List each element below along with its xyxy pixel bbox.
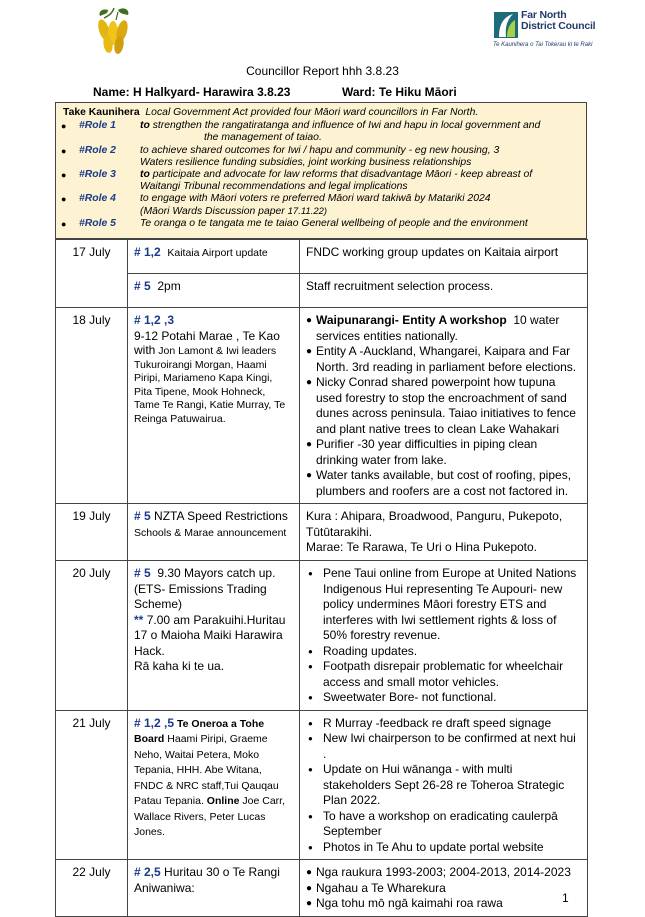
list-item: ● To have a workshop on eradicating caulerpā September [306,809,581,840]
bullet-icon: ● [61,194,67,205]
role-item [63,193,580,217]
online-label: Online [206,795,240,807]
list-item: ● Photos in Te Ahu to update portal website [306,840,581,856]
notes-cell [300,308,588,504]
role-text: strengthen the rangatiratanga and influence of Iwi and hapu in local government and [152,120,541,132]
board-name: Te Oneroa a Tohe Board [134,717,265,745]
role-text: participate and advocate for law reforms that disadvantage Māori - keep abreast of [152,169,533,181]
date-cell: 21 July [56,710,128,860]
list-item: ● Update on Hui wānanga - with multi stakeholders Sept 26-28 re Toheroa Strategic Plan 2022. [306,762,581,809]
date-cell: 20 July [56,561,128,711]
role-tag: # 5 [134,509,151,523]
role-item [63,120,580,144]
council-logo [493,10,603,56]
role-lead: to [140,120,150,132]
activity-text: Rā kaha ki te ua. [134,659,225,673]
role-text-cont: (Māori Wards Discussion paper [140,205,288,217]
activity-text: NZTA Speed Restrictions [154,509,288,523]
notes-cell: FNDC working group updates on Kaitaia airport [300,240,588,274]
role-text-cont: Waters resilience funding subsidies, joint working business relationships [140,156,472,168]
role-item [63,218,580,230]
note-bold: Waipunarangi- Entity A workshop [316,313,507,327]
bullet-icon: ● [61,218,67,229]
role-lead: to [140,169,150,181]
activity-cell [128,240,300,274]
marae-text: Marae: Te Rarawa, Te Uri o Hina Pukepoto. [306,540,538,554]
activity-cell [128,710,300,860]
list-item: ● Pene Taui online from Europe at United Nations Indigenous Hui representing Te Aupouri- new policy undermines Māori forestry ETS and interferes with Iwi settlement rights & loss of 50% forestry revenue. [306,566,581,644]
list-item: ● R Murray -feedback re draft speed signage [306,716,581,732]
council-name [521,10,595,32]
note-text: 10 water services entities nationally. [316,313,560,343]
activity-text: Kaitaia Airport update [167,247,268,259]
list-item: ● Purifier -30 year difficulties in piping clean drinking water from lake. [306,437,581,468]
report-table [55,239,588,917]
list-item: ● Nicky Conrad shared powerpoint how tupuna used forestry to stop the encroachment of sand dunes across peninsula. Taiao initiatives to fence and plant native trees to clean Lake Wahakari [306,375,581,437]
activity-text: 2pm [157,279,181,293]
notes-cell [300,710,588,860]
table-row [56,274,588,308]
table-row [56,240,588,274]
ward-name: Ward: Te Hiku Māori [342,85,457,99]
list-item: ● Entity A -Auckland, Whangarei, Kaipara and Far North. 3rd reading in parliament before elections. [306,344,581,375]
notes-list [306,566,581,706]
role-text: Te oranga o te tangata me te taiao General wellbeing of people and the environment [140,217,528,229]
notes-cell [300,504,588,561]
name-line [93,85,457,99]
role-item [63,169,580,193]
role-tag: ** [134,612,144,627]
role-tag: # 1,2 [134,245,161,259]
role-tag: # 5 [134,279,151,293]
role-label: #Role 4 [79,193,116,205]
schools-text: Kura : Ahipara, Broadwood, Panguru, Pukepoto, Tūtūtarakihi. [306,509,563,539]
activity-cell [128,504,300,561]
page-number: 1 [562,891,569,905]
role-tag: # 2,5 [134,865,161,879]
activity-cell [128,561,300,711]
attendees [134,344,293,426]
list-item: ● Ngahau a Te Wharekura [306,881,581,897]
role-tag: # 1,2 ,5 [134,715,175,730]
activity-cell [128,274,300,308]
activity-cell [128,860,300,917]
list-item [306,313,581,344]
date-cell: 22 July [56,860,128,917]
activity-subtext: Schools & Marae announcement [134,526,287,539]
table-row [56,710,588,860]
date-cell: 17 July [56,240,128,308]
attendees-text: Haami Piripi, Graeme Neho, Waitai Petera, Moko Tepania, HHH. Abe Witana, FNDC & NRC staff,Tui Qauqau Patau Tepania. [134,733,279,807]
council-name-line2: District Council [521,20,596,32]
bullet-icon: ● [61,170,67,181]
table-row [56,860,588,917]
roles-heading-title: Take Kaunihera [63,107,140,118]
role-item [63,145,580,169]
online-attendees: Joe Carr, Wallace Rivers, Peter Lucas Jones. [134,795,285,838]
bullet-icon: ● [61,121,67,132]
roles-box [55,102,587,239]
roles-heading-text: Local Government Act provided four Māori ward councillors in Far North. [145,107,479,118]
role-text-cont: Waitangi Tribunal recommendations and legal implications [140,181,408,193]
list-item: ● Water tanks available, but cost of roofing, pipes, plumbers and roofers are a cost not factored in. [306,468,581,499]
role-tag: # 1,2 ,3 [134,313,175,327]
report-title: Councillor Report hhh 3.8.23 [246,64,399,78]
role-label: #Role 3 [79,169,116,181]
role-text-cont: the management of taiao. [204,132,322,144]
role-text: to engage with Māori voters re preferred Māori ward takiwā by Matariki 2024 [140,193,491,205]
table-row [56,504,588,561]
activity-cell [128,308,300,504]
notes-list [306,865,581,912]
notes-list [306,313,581,499]
list-item: ● Nga tohu mō ngā kaimahi roa rawa [306,896,581,912]
table-row [56,308,588,504]
bullet-icon: ● [61,145,67,156]
date-cell: 19 July [56,504,128,561]
council-name-line1: Far North [521,9,567,21]
activity-text: 9.30 Mayors catch up. (ETS- Emissions Trading Scheme) [134,566,276,611]
activity-text: 9-12 Potahi Marae , Te Kao [134,328,280,343]
council-tagline: Te Kaunihera o Tai Tokerau ki te Raki [493,42,593,48]
notes-cell [300,561,588,711]
kowhai-flower-logo [94,6,134,56]
role-label: #Role 2 [79,144,116,156]
list-item: ● Sweetwater Bore- not functional. [306,690,581,706]
list-item: ● Nga raukura 1993-2003; 2004-2013, 2014-2023 [306,865,581,881]
council-emblem-icon [493,11,519,39]
list-item: ● Footpath disrepair problematic for wheelchair access and small motor vehicles. [306,659,581,690]
notes-cell [300,860,588,917]
activity-text: 7.00 am Parakuihi.Huritau 17 o Maioha Maiki Harawira Hack. [134,612,286,658]
role-date: 17.11.22) [287,205,328,217]
table-row [56,561,588,711]
role-text: to achieve shared outcomes for Iwi / hapu and community - eg new housing, 3 [140,144,500,156]
attendees-text: Jon Lamont & Iwi leaders Tukuroirangi Morgan, Haami Piripi, Mariameno Kapa Kingi, Pita Tipene, Mook Hohneck, Tame Te Rangi, Katie Murray, Te Reinga Patuwairua. [134,345,286,425]
notes-list [306,716,581,856]
roles-heading [63,107,580,119]
activity-text: Huritau 30 o Te Rangi Aniwaniwa: [134,865,280,895]
list-item: ● New Iwi chairperson to be confirmed at next hui . [306,731,581,762]
role-tag: # 5 [134,566,151,580]
with-label: with [134,343,156,357]
date-cell: 18 July [56,308,128,504]
list-item: ● Roading updates. [306,644,581,660]
councillor-name: Name: H Halkyard- Harawira 3.8.23 [93,85,291,99]
role-label: #Role 1 [79,120,116,132]
notes-cell: Staff recruitment selection process. [300,274,588,308]
role-label: #Role 5 [79,217,116,229]
